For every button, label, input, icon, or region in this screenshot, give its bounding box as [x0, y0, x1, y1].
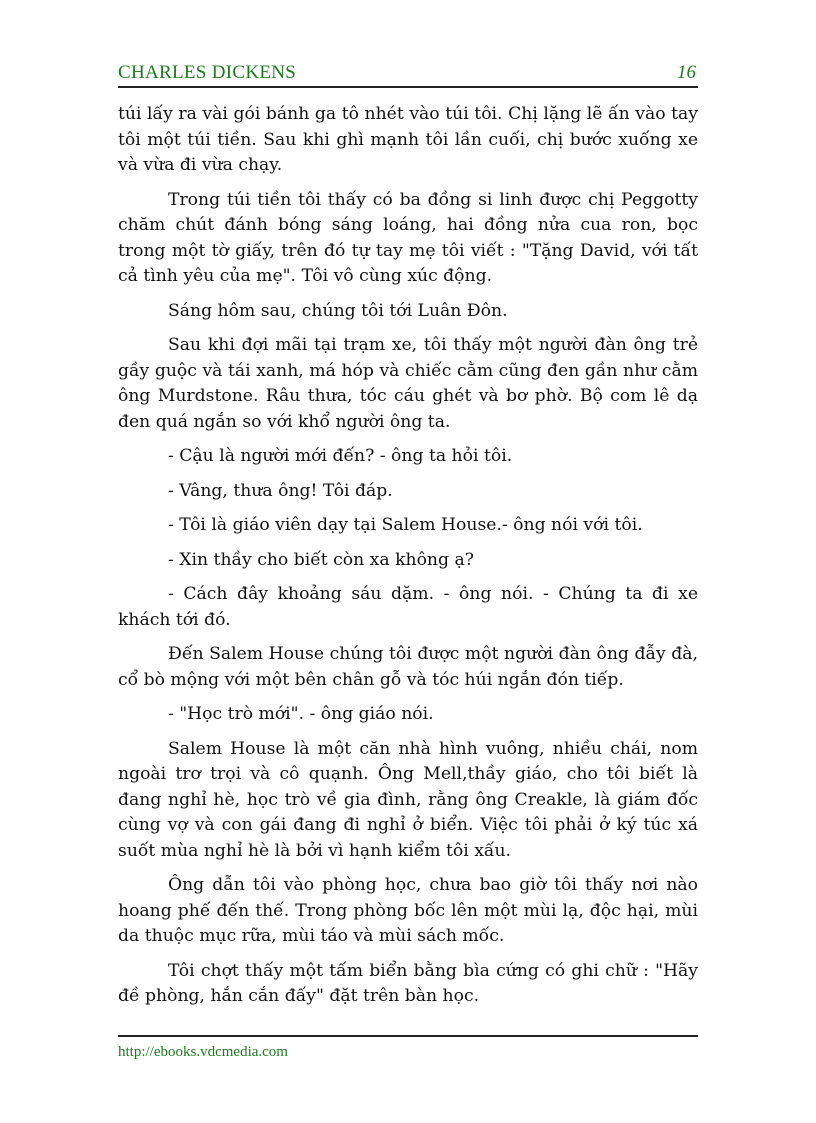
book-title: CHARLES DICKENS	[118, 62, 297, 83]
dialogue-line: - "Học trò mới". - ông giáo nói.	[168, 704, 434, 724]
dialogue-line: - Vâng, thưa ông! Tôi đáp.	[168, 480, 393, 501]
paragraph: Sau khi đợi mãi tại trạm xe, tôi thấy một người đàn ông trẻ gầy guộc và tái xanh, má hóp và chiếc cằm cũng đen gần như cằm ông Murdstone. Râu thưa, tóc cáu ghét và bơ phờ. Bộ com lê dạ đen quá ngắn so với khổ người ông ta.	[118, 335, 698, 432]
dialogue-line: - Cách đây khoảng sáu dặm. - ông nói. - Chúng ta đi xe khách tới đó.	[118, 584, 698, 630]
page-header	[118, 62, 698, 88]
page-number: 16	[677, 62, 696, 83]
dialogue-line: - Xin thầy cho biết còn xa không ạ?	[168, 549, 474, 570]
dialogue-line: - Cậu là người mới đến? - ông ta hỏi tôi.	[168, 446, 513, 466]
paragraph: túi lấy ra vài gói bánh ga tô nhét vào túi tôi. Chị lặng lẽ ấn vào tay tôi một túi tiền. Sau khi ghì mạnh tôi lần cuối, chị bước xuống xe và vừa đi vừa chạy.	[118, 104, 698, 175]
paragraph: Sáng hôm sau, chúng tôi tới Luân Đôn.	[168, 300, 508, 321]
paragraph: Salem House là một căn nhà hình vuông, nhiều chái, nom ngoài trơ trọi và cô quạnh. Ông Mell,thầy giáo, cho tôi biết là đang nghỉ hè, học trò về gia đình, rằng ông Creakle, là giám đốc cùng vợ và con gái đang đi nghỉ ở biển. Việc tôi phải ở ký túc xá suốt mùa nghỉ hè là bởi vì hạnh kiểm tôi xấu.	[118, 738, 698, 861]
footer-link[interactable]: http://ebooks.vdcmedia.com	[118, 1044, 288, 1060]
paragraph: Trong túi tiền tôi thấy có ba đồng si linh được chị Peggotty chăm chút đánh bóng sáng loáng, hai đồng nửa cua ron, bọc trong một tờ giấy, trên đó tự tay mẹ tôi viết : "Tặng David, với tất cả tình yêu của mẹ". Tôi vô cùng xúc động.	[118, 189, 698, 286]
dialogue-line: - Tôi là giáo viên dạy tại Salem House.- ông nói với tôi.	[168, 515, 643, 535]
paragraph: Đến Salem House chúng tôi được một người đàn ông đẫy đà, cổ bò mộng với một bên chân gỗ và tóc húi ngắn đón tiếp.	[118, 644, 698, 690]
page-body	[118, 102, 698, 1019]
paragraph: Tôi chợt thấy một tấm biển bằng bìa cứng có ghi chữ : "Hãy đề phòng, hắn cắn đấy" đặt trên bàn học.	[118, 960, 698, 1006]
footer-divider	[118, 1035, 698, 1037]
paragraph: Ông dẫn tôi vào phòng học, chưa bao giờ tôi thấy nơi nào hoang phế đến thế. Trong phòng bốc lên một mùi lạ, độc hại, mùi da thuộc mục rữa, mùi táo và mùi sách mốc.	[118, 875, 698, 946]
